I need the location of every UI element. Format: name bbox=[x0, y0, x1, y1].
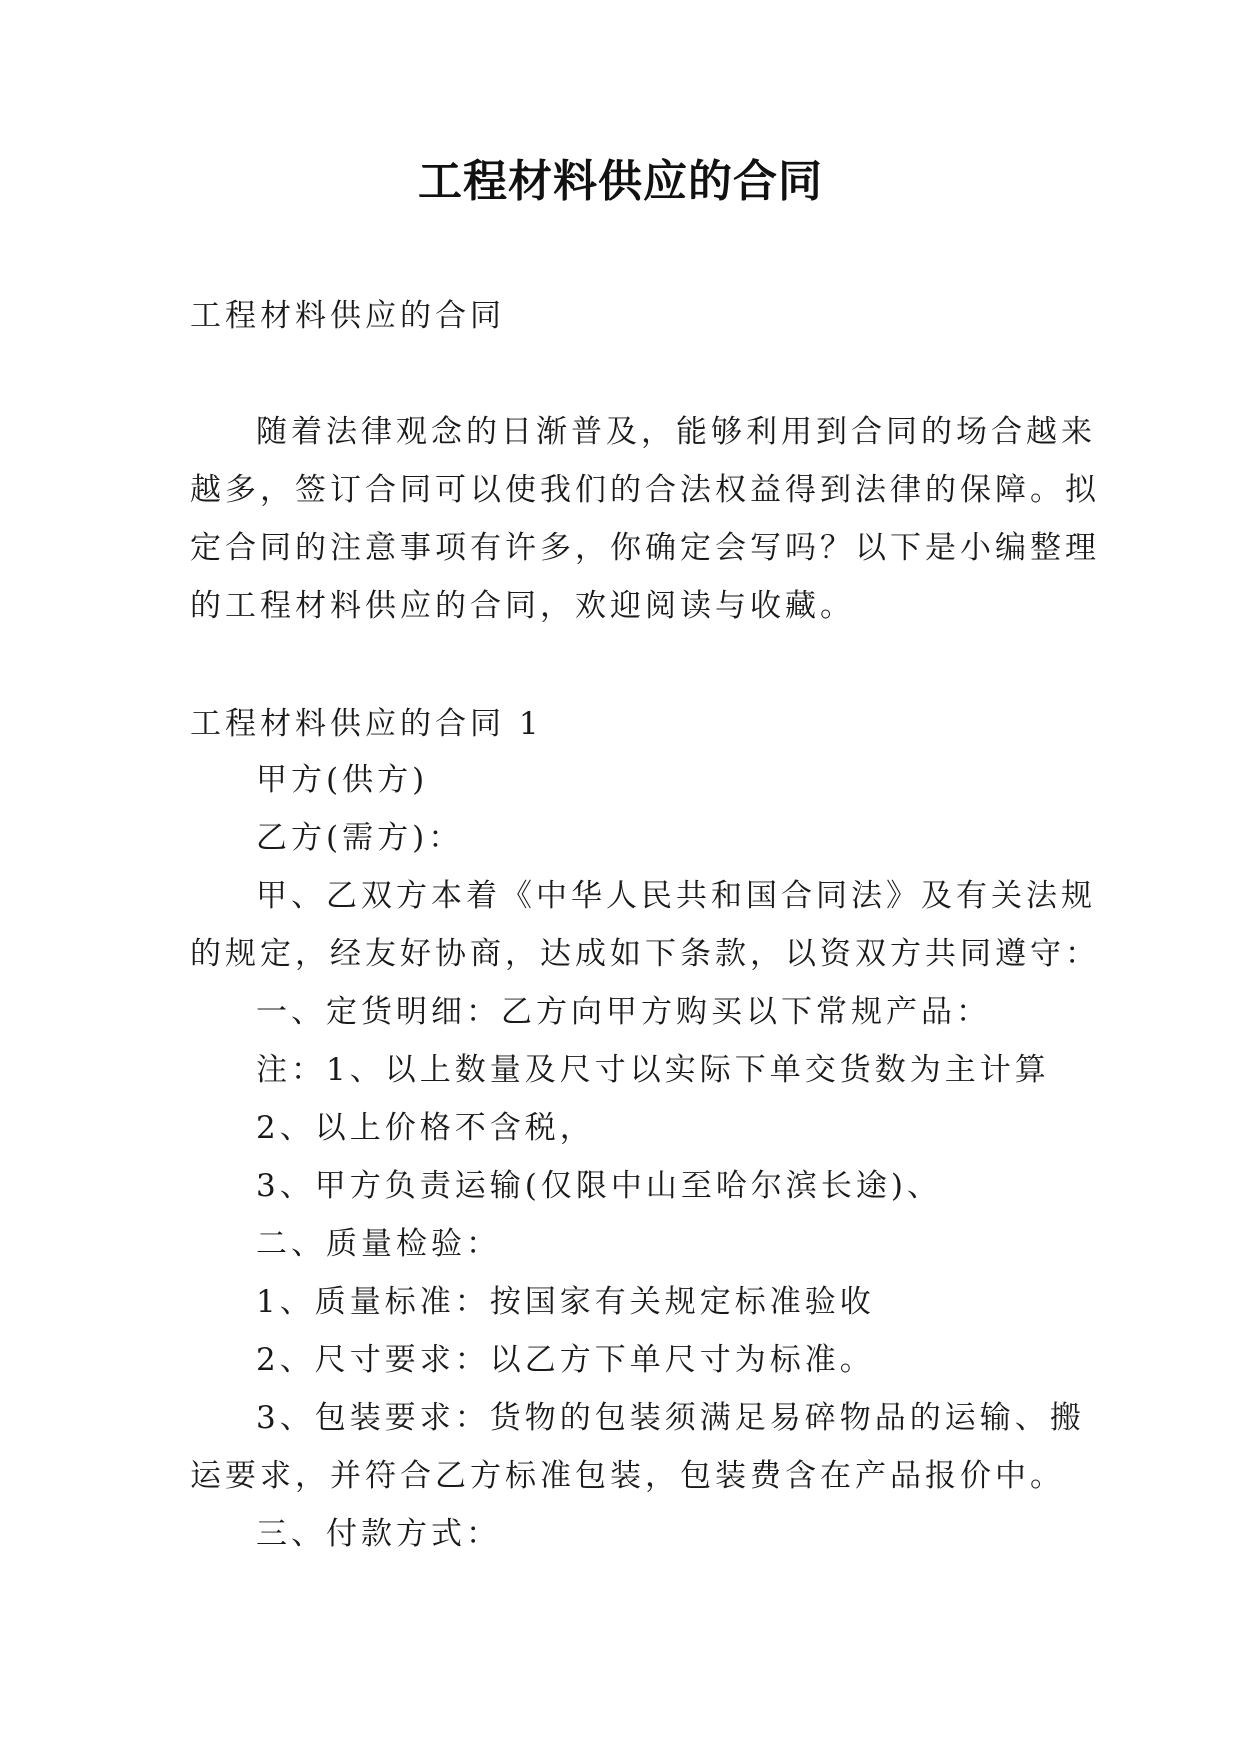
paragraph-line: 乙方(需方)： bbox=[256, 820, 464, 856]
paragraph-line: 甲、乙双方本着《中华人民共和国合同法》及有关法规 bbox=[256, 878, 1096, 914]
paragraph-line: 随着法律观念的日渐普及，能够利用到合同的场合越来 bbox=[256, 414, 1096, 450]
paragraph-line: 越多，签订合同可以使我们的合法权益得到法律的保障。拟 bbox=[190, 472, 1100, 508]
paragraph-line: 3、甲方负责运输(仅限中山至哈尔滨长途)、 bbox=[256, 1168, 942, 1204]
paragraph-line: 一、定货明细：乙方向甲方购买以下常规产品： bbox=[256, 994, 991, 1030]
paragraph-line: 2、尺寸要求：以乙方下单尺寸为标准。 bbox=[256, 1342, 875, 1378]
paragraph-line: 三、付款方式： bbox=[256, 1516, 501, 1552]
paragraph-line: 2、以上价格不含税， bbox=[256, 1110, 595, 1146]
paragraph-line: 二、质量检验： bbox=[256, 1226, 501, 1262]
paragraph-line: 甲方(供方) bbox=[256, 762, 429, 798]
section-heading: 工程材料供应的合同 1 bbox=[190, 706, 543, 742]
paragraph-line: 运要求，并符合乙方标准包装，包装费含在产品报价中。 bbox=[190, 1458, 1065, 1494]
paragraph-line: 3、包装要求：货物的包装须满足易碎物品的运输、搬 bbox=[256, 1400, 1085, 1436]
paragraph-line: 注：1、以上数量及尺寸以实际下单交货数为主计算 bbox=[256, 1052, 1050, 1088]
paragraph-line: 的规定，经友好协商，达成如下条款，以资双方共同遵守： bbox=[190, 936, 1100, 972]
document-title: 工程材料供应的合同 bbox=[418, 156, 823, 207]
subtitle-line: 工程材料供应的合同 bbox=[190, 298, 505, 334]
paragraph-line: 定合同的注意事项有许多，你确定会写吗？以下是小编整理 bbox=[190, 530, 1100, 566]
paragraph-line: 1、质量标准：按国家有关规定标准验收 bbox=[256, 1284, 875, 1320]
paragraph-line: 的工程材料供应的合同，欢迎阅读与收藏。 bbox=[190, 588, 855, 624]
